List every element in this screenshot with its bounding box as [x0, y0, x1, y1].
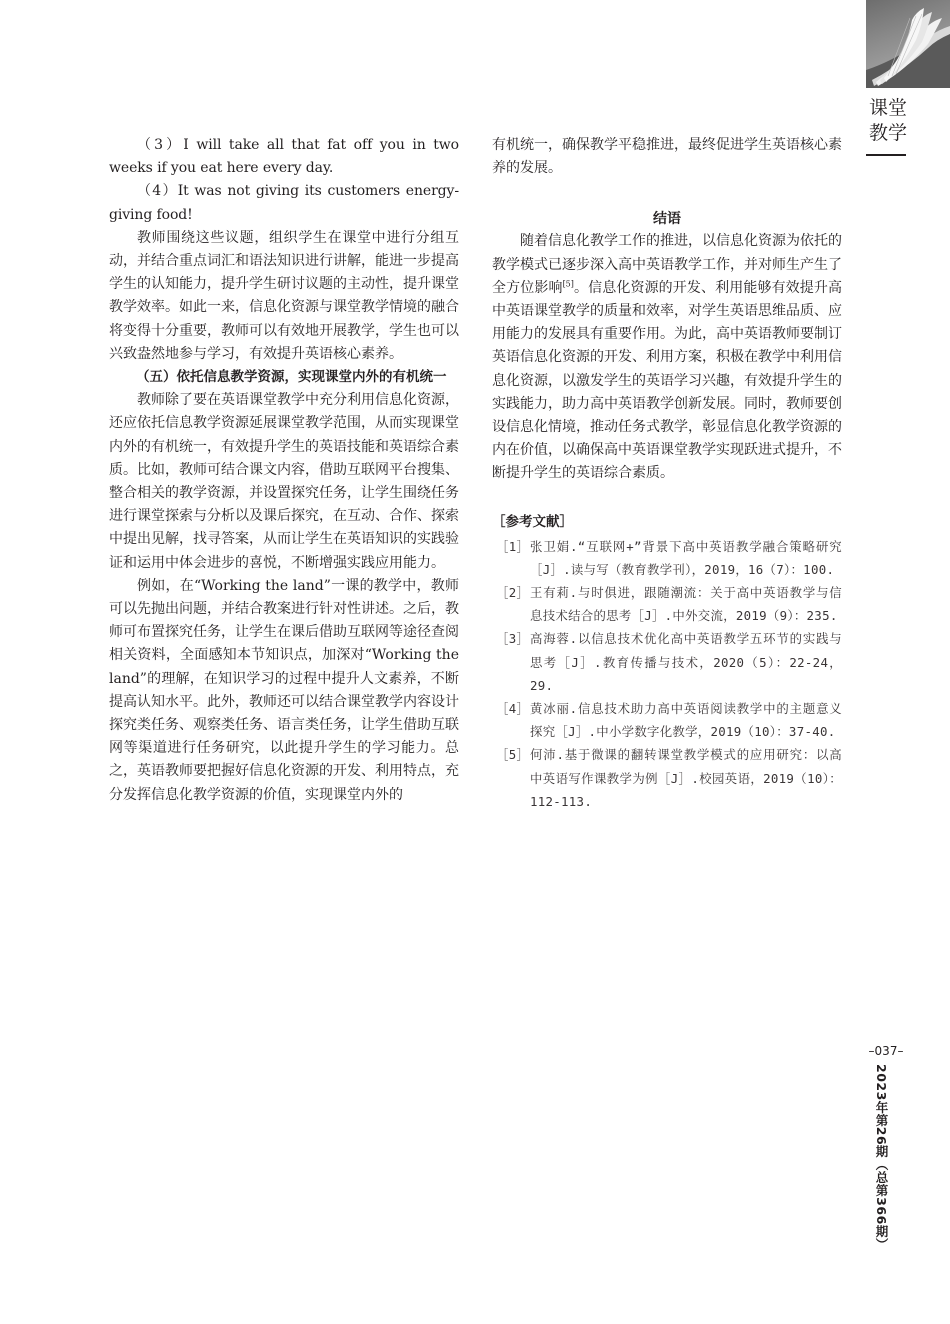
paragraph-2: 教师除了要在英语课堂教学中充分利用信息化资源，还应依托信息教学资源延展课堂教学范围，从而实现课堂内外的有机统一，有效提升学生的英语技能和英语综合素质。比如，教师可结合课文内容，借助互联网平台搜集、整合相关的教学资源，并设置探究任务，让学生围绕任务进行课堂探索与分析以及课后探究，在互动、合作、探索中提出见解，找寻答案，从而让学生在英语知识的实践验证和运用中体会进步的喜悦，不断增强实践应用能力。 — [109, 392, 459, 571]
continuation-paragraph: 有机统一，确保教学平稳推进，最终促进学生英语核心素养的发展。 — [492, 137, 842, 177]
subheading-5: （五）依托信息教学资源，实现课堂内外的有机统一 — [136, 369, 447, 386]
reference-item — [492, 697, 842, 743]
reference-item — [492, 627, 842, 697]
reference-list — [492, 535, 842, 813]
conclusion-text-b: 。信息化资源的开发、利用能够有效提升高中英语课堂教学的质量和效率，对学生英语思维品质、应用能力的发展具有重要作用。为此，高中英语教师要制订英语信息化资源的开发、利用方案，积极在教学中利用信息化资源，以激发学生的英语学习兴趣，有效提升学生的实践能力，助力高中英语教学创新发展。同时，教师要创设信息化情境，推动任务式教学，彰显信息化教学资源的内在价值，以确保高中英语课堂教学实现跃进式提升，不断提升学生的英语综合素质。 — [492, 279, 843, 482]
conclusion-text-a: 随着信息化教学工作的推进，以信息化资源为依托的教学模式已逐步深入高中英语教学工作，并对师生产生了全方位影响 — [492, 233, 842, 296]
right-column — [492, 134, 842, 813]
open-book-icon — [866, 0, 950, 88]
reference-text: 黄冰丽.信息技术助力高中英语阅读教学中的主题意义探究［J］.中小学数字化教学，2019（10）：37-40. — [530, 701, 842, 740]
section-title-line2: 教学 — [868, 122, 907, 144]
citation-5: [5] — [562, 279, 574, 289]
reference-number: ［5］ — [496, 747, 530, 763]
reference-text: 高海蓉.以信息技术优化高中英语教学五环节的实践与思考［J］.教育传播与技术，2020（5）：22-24，29. — [530, 631, 842, 693]
conclusion-paragraph — [492, 230, 842, 485]
corner-book-image — [866, 0, 950, 88]
reference-text: 王有莉.与时俱进，跟随潮流：关于高中英语教学与信息技术结合的思考［J］.中外交流，2019（9）：235. — [530, 585, 842, 624]
section-title — [868, 96, 908, 146]
conclusion-title: 结语 — [653, 211, 681, 228]
reference-number: ［1］ — [496, 538, 530, 554]
page-number: –037– — [868, 1044, 904, 1058]
example-4: （4）It was not giving its customers energy-giving food! — [109, 183, 459, 223]
reference-number: ［3］ — [496, 631, 530, 647]
reference-item — [492, 535, 842, 581]
example-3: （3）I will take all that fat off you in two weeks if you eat here every day. — [109, 137, 459, 177]
reference-number: ［4］ — [496, 701, 530, 717]
reference-text: 何沛.基于微课的翻转课堂教学模式的应用研究：以高中英语写作课教学为例［J］.校园英语，2019（10）：112-113. — [530, 747, 842, 809]
section-title-rule — [866, 154, 906, 156]
reference-item — [492, 581, 842, 627]
reference-number: ［2］ — [496, 585, 530, 601]
issue-info: 2023年第26期（总第366期） — [874, 1064, 889, 1251]
references-title: ［参考文献］ — [492, 513, 573, 530]
reference-item — [492, 743, 842, 813]
section-title-line1: 课堂 — [868, 97, 907, 119]
paragraph-3: 例如，在“Working the land”一课的教学中，教师可以先抛出问题，并结合教案进行针对性讲述。之后，教师可布置探究任务，让学生在课后借助互联网等途径查阅相关资料，全面感知本节知识点，加深对“Working the land”的理解，在知识学习的过程中提升人文素养，不断提高认知水平。此外，教师还可以结合课堂教学内容设计探究类任务、观察类任务、语言类任务，让学生借助互联网等渠道进行任务研究，以此提升学生的学习能力。总之，英语教师要把握好信息化资源的开发、利用特点，充分发挥信息化教学资源的价值，实现课堂内外的 — [109, 577, 459, 803]
paragraph-1: 教师围绕这些议题，组织学生在课堂中进行分组互动，并结合重点词汇和语法知识进行讲解，能进一步提高学生的认知能力，提升学生研讨议题的主动性，提升课堂教学效率。如此一来，信息化资源与课堂教学情境的融合将变得十分重要，教师可以有效地开展教学，学生也可以兴致盎然地参与学习，有效提升英语核心素养。 — [109, 229, 459, 362]
reference-text: 张卫娟.“互联网+”背景下高中英语教学融合策略研究［J］.读与写（教育教学刊），2019，16（7）：100. — [530, 538, 842, 577]
left-column — [109, 134, 459, 807]
